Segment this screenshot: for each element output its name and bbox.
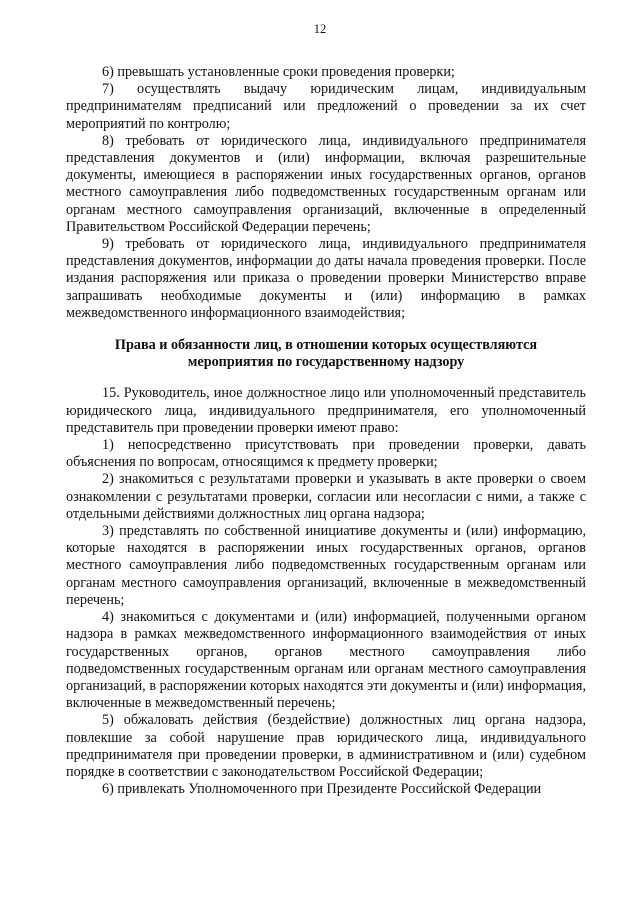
list-item: 7) осуществлять выдачу юридическим лицам, индивидуальным предпринимателям предписаний или предложений о проведении за их счет мероприятий по контролю; [66, 81, 586, 132]
section-heading [66, 337, 586, 371]
list-item: 3) представлять по собственной инициативе документы и (или) информацию, которые находятся в распоряжении иных государственных органов, органов местного самоуправления либо подведомственных государственным органам или органам местного самоуправления организаций, включенные в межведомственный перечень; [66, 523, 586, 608]
page-number: 12 [313, 22, 327, 36]
list-item: 4) знакомиться с документами и (или) информацией, полученными органом надзора в рамках межведомственного информационного взаимодействия от иных государственных органов, органов местного самоуправления либо подведомственных государственным органам или органам местного самоуправления организаций, в распоряжении которых находятся эти документы и (или) информация, включенные в межведомственный перечень; [66, 609, 586, 712]
list-item: 6) превышать установленные сроки проведения проверки; [102, 64, 455, 80]
list-item: 8) требовать от юридического лица, индивидуального предпринимателя представления документов и (или) информации, включая разрешительные документы, имеющиеся в распоряжении иных государственных органов, органов местного самоуправления либо подведомственных государственным органам или органам местного самоуправления организаций, включенные в определенный Правительством Российской Федерации перечень; [66, 132, 586, 235]
document-body [66, 64, 586, 798]
list-item: 5) обжаловать действия (бездействие) должностных лиц органа надзора, повлекшие за собой нарушение прав юридического лица, индивидуального предпринимателя при проведении проверки, в административном и (или) судебном порядке в соответствии с законодательством Российской Федерации; [66, 712, 586, 780]
list-item: 1) непосредственно присутствовать при проведении проверки, давать объяснения по вопросам, относящимся к предмету проверки; [66, 437, 586, 471]
list-item: 2) знакомиться с результатами проверки и указывать в акте проверки о своем ознакомлении с результатами проверки, согласии или несогласии с ними, а также с отдельными действиями должностных лиц органа надзора; [66, 471, 586, 522]
clause-15-intro: 15. Руководитель, иное должностное лицо или уполномоченный представитель юридического лица, индивидуального предпринимателя, его уполномоченный представитель при проведении проверки имеют право: [66, 385, 586, 436]
section-heading-line: мероприятия по государственному надзору [187, 354, 465, 371]
list-item: 6) привлекать Уполномоченного при Президенте Российской Федерации [102, 781, 542, 798]
list-item: 9) требовать от юридического лица, индивидуального предпринимателя представления документов, информации до даты начала проведения проверки. После издания распоряжения или приказа о проведении проверки Министерство вправе запрашивать необходимые документы и (или) информацию в рамках межведомственного информационного взаимодействия; [66, 236, 586, 321]
section-heading-line: Права и обязанности лиц, в отношении которых осуществляются [114, 337, 538, 354]
